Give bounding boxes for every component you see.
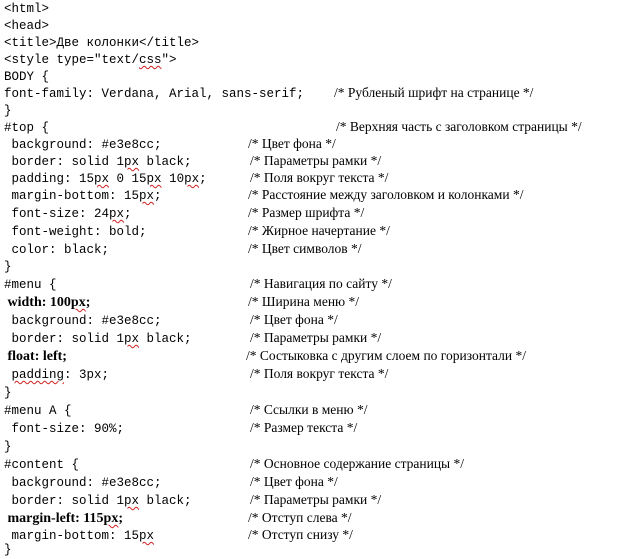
line-1: <html> [4, 2, 50, 16]
line-7: } [4, 104, 12, 118]
comment-24: /* Ссылки в меню */ [250, 402, 368, 417]
comment-28: /* Цвет фона */ [250, 474, 338, 489]
line-24: #menu A { [4, 404, 72, 418]
line-2: <head> [4, 19, 50, 33]
line-22: padding: 3px; [11, 368, 110, 382]
line-20: border: solid 1px black; [4, 332, 192, 346]
comment-27: /* Основное содержание страницы */ [250, 456, 464, 471]
line-19: background: #e3e8cc; [4, 314, 162, 328]
line-5: BODY { [4, 70, 50, 84]
comment-21: /* Состыковка с другим слоем по горизонтали */ [246, 348, 526, 363]
comment-20: /* Параметры рамки */ [250, 330, 382, 345]
line-13: font-size: 24px; [4, 207, 132, 221]
line-11: padding: 15px 0 15px 10px; [4, 172, 207, 186]
comment-12: /* Расстояние между заголовком и колонками */ [248, 187, 524, 202]
line-15: color: black; [4, 243, 110, 257]
line-30: margin-left: 115px; [4, 511, 123, 526]
line-25: font-size: 90%; [4, 422, 125, 436]
line-17: #menu { [4, 278, 57, 292]
line-31: margin-bottom: 15px [4, 529, 155, 543]
line-8: #top { [4, 121, 50, 135]
line-14: font-weight: bold; [4, 225, 147, 239]
comment-29: /* Параметры рамки */ [250, 492, 382, 507]
comment-13: /* Размер шрифта */ [248, 205, 365, 220]
line-10: border: solid 1px black; [4, 155, 192, 169]
comment-6: /* Рубленый шрифт на странице */ [334, 85, 534, 100]
line-4: <style type="text/css"> [4, 53, 177, 67]
line-27: #content { [4, 458, 80, 472]
comment-14: /* Жирное начертание */ [248, 223, 390, 238]
line-26: } [4, 440, 12, 454]
line-28: background: #e3e8cc; [4, 476, 162, 490]
line-29: border: solid 1px black; [4, 494, 192, 508]
comment-25: /* Размер текста */ [250, 420, 358, 435]
line-3: <title>Две колонки</title> [4, 36, 200, 50]
line-21: float: left; [4, 349, 67, 364]
comment-11: /* Поля вокруг текста */ [250, 170, 389, 185]
comment-9: /* Цвет фона */ [248, 136, 336, 151]
line-12: margin-bottom: 15px; [4, 189, 162, 203]
line-16: } [4, 260, 12, 274]
comment-17: /* Навигация по сайту */ [250, 276, 392, 291]
comment-19: /* Цвет фона */ [250, 312, 338, 327]
comment-31: /* Отступ снизу */ [248, 527, 353, 542]
line-18: width: 100px; [4, 295, 91, 310]
comment-10: /* Параметры рамки */ [250, 153, 382, 168]
comment-30: /* Отступ слева */ [248, 510, 352, 525]
comment-15: /* Цвет символов */ [248, 241, 362, 256]
line-23: } [4, 386, 12, 400]
line-9: background: #e3e8cc; [4, 138, 162, 152]
comment-8: /* Верхняя часть с заголовком страницы */ [336, 119, 582, 134]
line-6: font-family: Verdana, Arial, sans-serif; [4, 87, 305, 101]
comment-22: /* Поля вокруг текста */ [250, 366, 389, 381]
line-32: } [4, 543, 12, 557]
comment-18: /* Ширина меню */ [248, 294, 360, 309]
